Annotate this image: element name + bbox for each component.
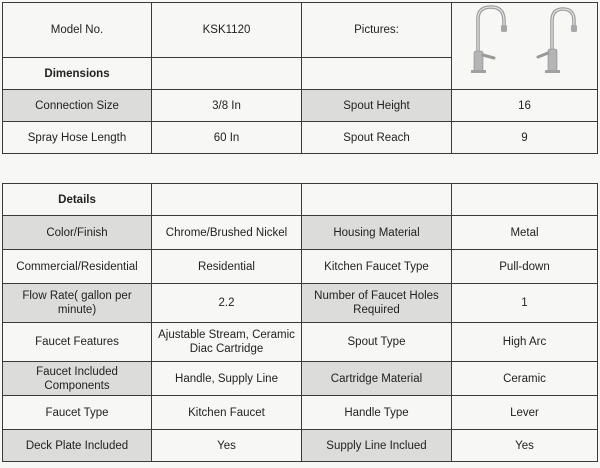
table-row [3, 362, 598, 396]
row-label: Flow Rate( gallon per minute) [3, 284, 152, 323]
model-value: KSK1120 [152, 3, 302, 58]
faucet-image-2 [530, 3, 586, 75]
row-value-2: Pull-down [452, 250, 598, 284]
row-label-2: Kitchen Faucet Type [302, 250, 452, 284]
row-label: Spray Hose Length [3, 122, 152, 154]
row-value-2: 9 [452, 122, 598, 154]
table-row [3, 284, 598, 323]
row-value: Handle, Supply Line [152, 362, 302, 396]
pictures-cell [452, 3, 598, 90]
row-label-2: Spout Reach [302, 122, 452, 154]
empty-cell [302, 184, 452, 216]
row-value: Kitchen Faucet [152, 396, 302, 430]
row-value-2: 1 [452, 284, 598, 323]
row-value-2: Ceramic [452, 362, 598, 396]
row-label: Faucet Included Components [3, 362, 152, 396]
model-row [3, 3, 598, 58]
row-value: 60 In [152, 122, 302, 154]
row-label-2: Number of Faucet Holes Required [302, 284, 452, 323]
details-table [2, 183, 598, 462]
row-label-2: Handle Type [302, 396, 452, 430]
table-row [3, 90, 598, 122]
row-value: 2.2 [152, 284, 302, 323]
table-row [3, 430, 598, 462]
row-value-2: 16 [452, 90, 598, 122]
details-title: Details [3, 184, 152, 216]
row-value: Residential [152, 250, 302, 284]
pictures-label: Pictures: [302, 3, 452, 58]
model-label: Model No. [3, 3, 152, 58]
row-value-2: Metal [452, 216, 598, 250]
row-label-2: Cartridge Material [302, 362, 452, 396]
table-row [3, 122, 598, 154]
empty-cell [152, 58, 302, 90]
row-label: Deck Plate Included [3, 430, 152, 462]
empty-cell [452, 184, 598, 216]
row-label-2: Spout Type [302, 323, 452, 362]
row-label: Color/Finish [3, 216, 152, 250]
row-label-2: Supply Line Inclued [302, 430, 452, 462]
table-row [3, 396, 598, 430]
table-row [3, 216, 598, 250]
row-label-2: Housing Material [302, 216, 452, 250]
row-label: Commercial/Residential [3, 250, 152, 284]
row-value: 3/8 In [152, 90, 302, 122]
row-label: Connection Size [3, 90, 152, 122]
details-title-row [3, 184, 598, 216]
dimensions-table [2, 2, 598, 154]
row-label: Faucet Features [3, 323, 152, 362]
row-label: Faucet Type [3, 396, 152, 430]
faucet-image-1 [464, 3, 520, 75]
row-label-2: Spout Height [302, 90, 452, 122]
row-value-2: High Arc [452, 323, 598, 362]
row-value: Yes [152, 430, 302, 462]
row-value-2: Yes [452, 430, 598, 462]
empty-cell [152, 184, 302, 216]
row-value: Ajustable Stream, Ceramic Diac Cartridge [152, 323, 302, 362]
table-row [3, 323, 598, 362]
empty-cell [302, 58, 452, 90]
dimensions-title: Dimensions [3, 58, 152, 90]
table-row [3, 250, 598, 284]
row-value-2: Lever [452, 396, 598, 430]
row-value: Chrome/Brushed Nickel [152, 216, 302, 250]
